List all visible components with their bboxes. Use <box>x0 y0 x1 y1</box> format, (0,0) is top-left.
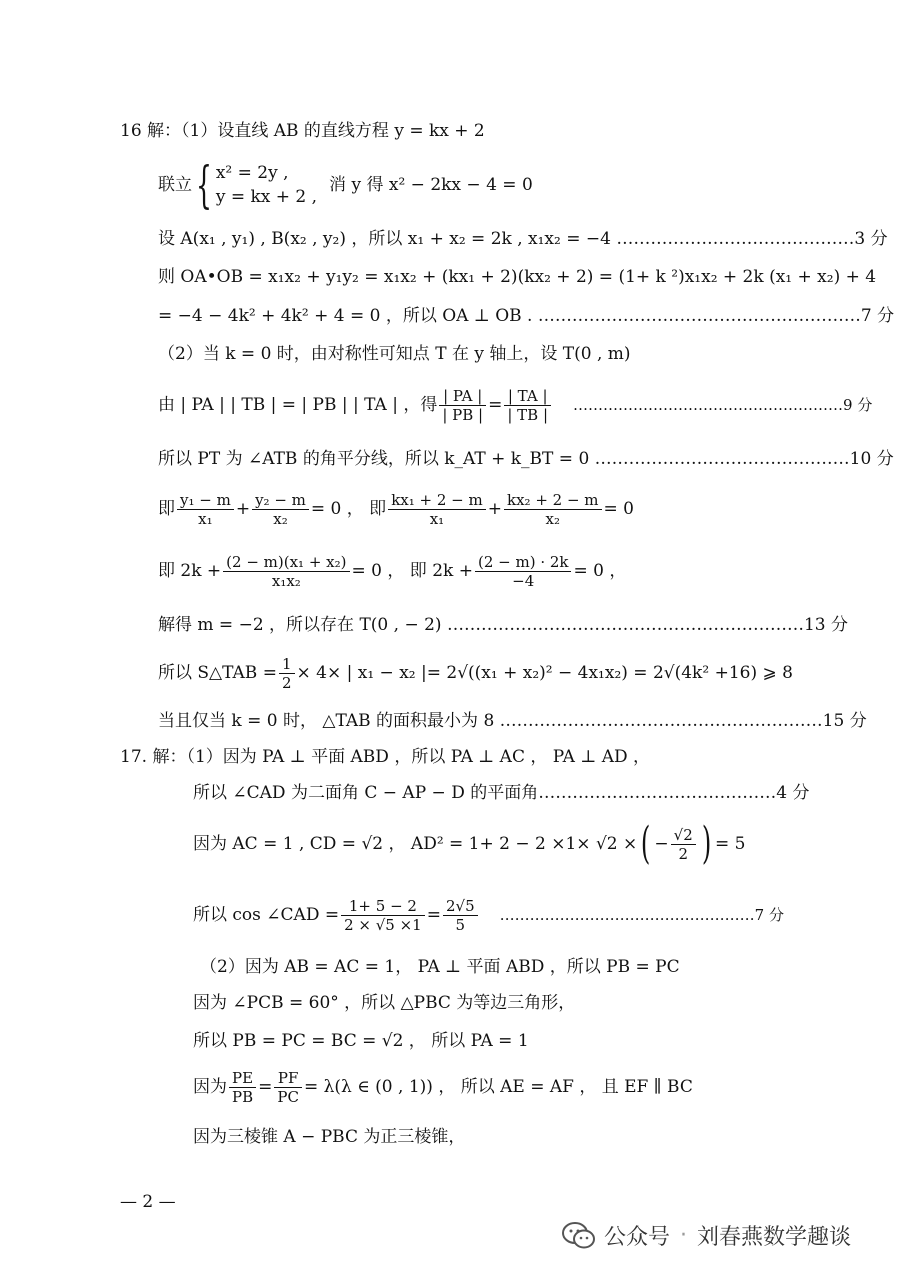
p16-line-9 <box>158 484 634 534</box>
fraction-1: $\frac{\text{y₁ − m}}{\text{x₁}}$ <box>177 491 234 528</box>
fraction-3: $\frac{\text{kx₁ + 2 − m}}{\text{x₁}}$ <box>388 491 486 528</box>
p16-line-12 <box>158 648 793 698</box>
p17-l8-pre: 因为 <box>193 1077 227 1097</box>
p16-l9-mid: = 0 ， 即 <box>310 499 387 519</box>
p17-l4-pre: 所以 cos ∠CAD = <box>193 905 340 925</box>
p16-line-1: 16 解：（1）设直线 AB 的直线方程 y = kx + 2 <box>120 121 485 141</box>
fraction-pf-pc: $\frac{PF}{PC}$ <box>274 1069 302 1106</box>
p16-line-4: 则 OA•OB = x₁x₂ + y₁y₂ = x₁x₂ + (kx₁ + 2)(kx₂ + 2) = (1+ k ²)x₁x₂ + 2k (x₁ + x₂) + 4 <box>158 267 877 287</box>
p16-l12-post: × 4× | x₁ − x₂ |= 2√((x₁ + x₂)² − 4x₁x₂) = 2√(4k² +16) ⩾ 8 <box>296 663 793 683</box>
separator-dot: · <box>680 1223 688 1248</box>
p16-line-10 <box>158 546 626 596</box>
fraction-5: $\frac{\text{(2 − m)(x₁ + x₂)}}{\text{x₁x₂}}$ <box>223 553 349 590</box>
p16-line-11: 解得 m = −2 ，所以存在 T(0 , − 2) ………………………………………………………13 分 <box>158 615 848 635</box>
p16-l7-score: ………………………………………………9 分 <box>573 396 873 414</box>
fraction-half: $\frac{1}{2}$ <box>279 655 295 692</box>
equals-sign: = <box>488 395 503 415</box>
right-paren-symbol: ) <box>701 818 712 869</box>
p16-l10-mid: = 0 ， 即 2k + <box>351 561 473 581</box>
left-brace-symbol: { <box>195 156 212 214</box>
fraction-sqrt2-over-2: $\frac{√2}{2}$ <box>671 826 696 863</box>
equals-sign-3: = <box>258 1077 273 1097</box>
page-number: — 2 — <box>120 1192 176 1212</box>
p16-l2-post: 消 y 得 x² − 2kx − 4 = 0 <box>329 175 533 195</box>
p17-line-4 <box>193 890 784 940</box>
p17-line-9: 因为三棱锥 A − PBC 为正三棱锥， <box>193 1127 466 1147</box>
minus-sign: − <box>654 834 669 854</box>
fraction-cos-1: $\frac{1+ 5 - 2}{2 \times √5 \times 1}$ <box>341 897 425 934</box>
p16-l9-end: = 0 <box>603 499 634 519</box>
p17-line-6: 因为 ∠PCB = 60° ，所以 △PBC 为等边三角形， <box>193 993 576 1013</box>
account-name: 刘春燕数学趣谈 <box>697 1225 852 1250</box>
p16-l2-pre: 联立 <box>158 175 192 195</box>
p16-line-13: 当且仅当 k = 0 时， △TAB 的面积最小为 8 …………………………………………………15 分 <box>158 711 867 731</box>
plus-sign-2: + <box>487 499 502 519</box>
p16-l7-pre: 由 | PA | | TB | = | PB | | TA | ，得 <box>158 395 438 415</box>
p16-l10-end: = 0 ， <box>573 561 627 581</box>
p16-line-8: 所以 PT 为 ∠ATB 的角平分线，所以 k_AT + k_BT = 0 ………………………………………10 分 <box>158 449 894 469</box>
fraction-pa-pb: $\frac{| PA |}{| PB |}$ <box>439 387 486 424</box>
p17-l8-post: = λ(λ ∈ (0 , 1)) ， 所以 AE = AF ， 且 EF ∥ BC <box>303 1077 693 1097</box>
fraction-ta-tb: $\frac{| TA |}{| TB |}$ <box>504 387 551 424</box>
plus-sign: + <box>235 499 251 519</box>
equals-sign-2: = <box>426 905 441 925</box>
wechat-watermark <box>562 1220 851 1251</box>
p17-line-8 <box>193 1062 693 1112</box>
equation-system <box>216 161 317 209</box>
account-label: 公众号 <box>604 1225 671 1250</box>
p16-l12-pre: 所以 S△TAB = <box>158 663 277 683</box>
p16-line-2 <box>158 158 533 212</box>
fraction-cos-2: $\frac{2√5}{5}$ <box>443 897 478 934</box>
p16-line-7 <box>158 380 872 430</box>
p16-l10-pre: 即 2k + <box>158 561 222 581</box>
left-paren-symbol: ( <box>641 818 651 869</box>
p17-line-7: 所以 PB = PC = BC = √2 ， 所以 PA = 1 <box>193 1031 529 1051</box>
p17-l4-score: ……………………………………………7 分 <box>499 906 784 924</box>
p16-l9-pre: 即 <box>158 499 175 519</box>
p16-line-6: （2）当 k = 0 时，由对称性可知点 T 在 y 轴上，设 T(0 , m) <box>158 344 631 364</box>
system-eq-2: y = kx + 2 , <box>215 187 318 207</box>
p16-line-3: 设 A(x₁ , y₁) , B(x₂ , y₂) ，所以 x₁ + x₂ = 2k , x₁x₂ = −4 ……………………………………3 分 <box>158 229 888 249</box>
p16-line-5: = −4 − 4k² + 4k² + 4 = 0 ，所以 OA ⊥ OB . …………………………………………………7 分 <box>158 306 895 326</box>
system-eq-1: x² = 2y , <box>215 163 289 183</box>
p17-l3-post: = 5 <box>714 834 746 854</box>
fraction-2: $\frac{\text{y₂ − m}}{\text{x₂}}$ <box>252 491 309 528</box>
wechat-logo-icon <box>562 1222 596 1250</box>
fraction-pe-pb: $\frac{PE}{PB}$ <box>229 1069 256 1106</box>
fraction-6: $\frac{(2 - m) \cdot 2k}{-4}$ <box>475 553 572 590</box>
p17-line-2: 所以 ∠CAD 为二面角 C − AP − D 的平面角……………………………………4 分 <box>193 783 810 803</box>
p17-l3-pre: 因为 AC = 1 , CD = √2 ， AD² = 1+ 2 − 2 ×1× √2 × <box>193 834 638 854</box>
fraction-4: $\frac{\text{kx₂ + 2 − m}}{\text{x₂}}$ <box>504 491 602 528</box>
p17-line-1: 17. 解：（1）因为 PA ⊥ 平面 ABD ，所以 PA ⊥ AC ， PA ⊥ AD ， <box>120 747 651 767</box>
p17-line-5: （2）因为 AB = AC = 1， PA ⊥ 平面 ABD ，所以 PB = PC <box>200 957 680 977</box>
p17-line-3 <box>193 816 745 872</box>
